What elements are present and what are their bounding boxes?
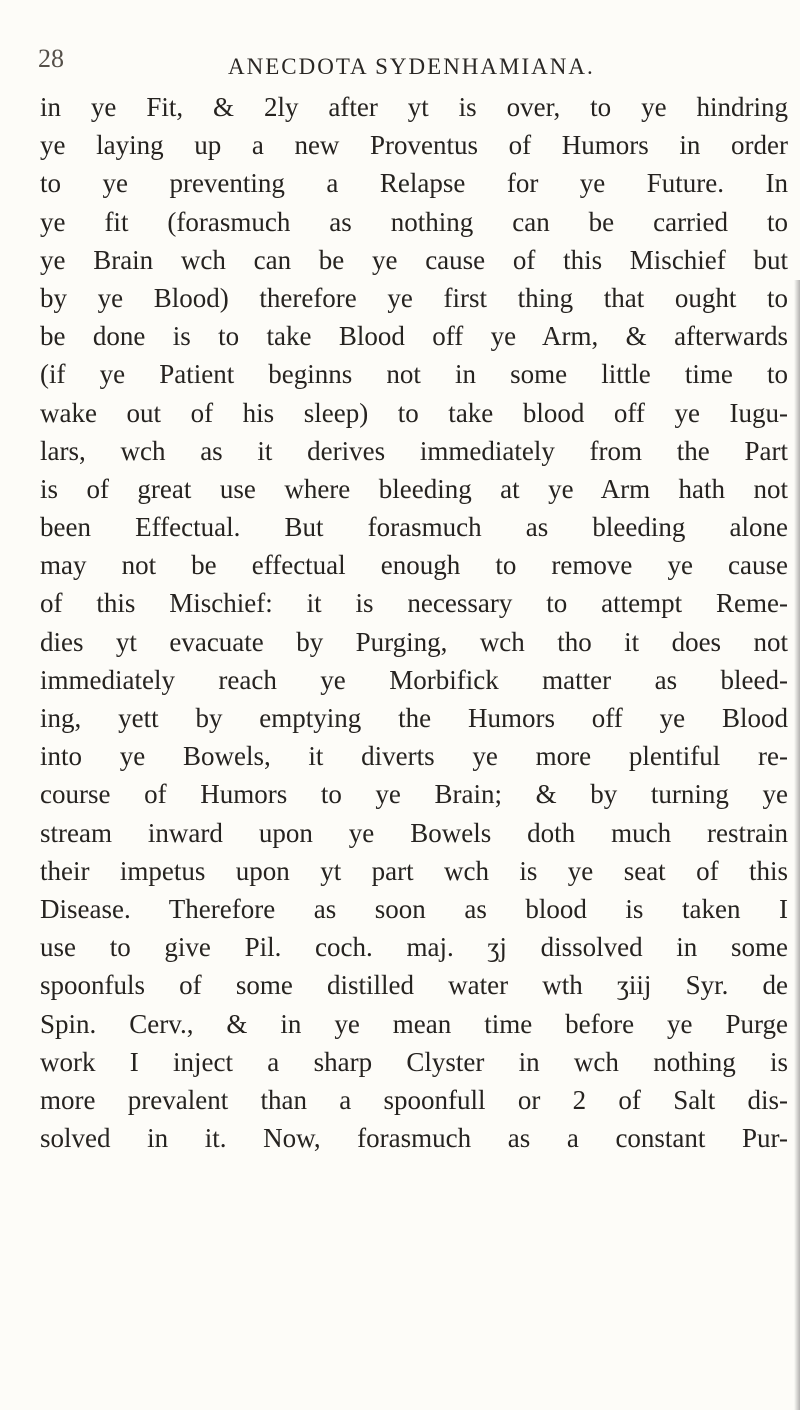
text-line: into ye Bowels, it diverts ye more plentiful re- bbox=[40, 741, 788, 772]
text-line: immediately reach ye Morbifick matter as bleed- bbox=[40, 664, 788, 695]
text-line: dies yt evacuate by Purging, wch tho it does not bbox=[40, 626, 788, 657]
text-line: ye laying up a new Proventus of Humors in order bbox=[40, 130, 788, 161]
text-line: by ye Blood) therefore ye first thing that ought to bbox=[40, 282, 788, 313]
text-line: more prevalent than a spoonfull or 2 of Salt dis- bbox=[40, 1084, 788, 1115]
text-line: use to give Pil. coch. maj. ʒj dissolved in some bbox=[40, 932, 788, 963]
body-text bbox=[40, 88, 788, 1157]
text-line: their impetus upon yt part wch is ye seat of this bbox=[40, 855, 788, 886]
text-line: of this Mischief: it is necessary to attempt Reme- bbox=[40, 588, 788, 619]
text-line: ye Brain wch can be ye cause of this Mischief but bbox=[40, 244, 788, 275]
text-line: be done is to take Blood off ye Arm, & afterwards bbox=[40, 321, 788, 352]
page-number: 28 bbox=[38, 44, 64, 73]
text-line: lars, wch as it derives immediately from the Part bbox=[40, 435, 788, 466]
text-line: solved in it. Now, forasmuch as a constant Pur- bbox=[40, 1123, 788, 1154]
text-line: ing, yett by emptying the Humors off ye Blood bbox=[40, 703, 788, 733]
text-line: may not be effectual enough to remove ye cause bbox=[40, 550, 788, 581]
text-line: been Effectual. But forasmuch as bleeding alone bbox=[40, 512, 788, 543]
text-line: (if ye Patient beginns not in some little time to bbox=[40, 359, 788, 390]
text-line: stream inward upon ye Bowels doth much restrain bbox=[40, 817, 788, 848]
text-line: wake out of his sleep) to take blood off ye Iugu- bbox=[40, 397, 788, 428]
text-line: course of Humors to ye Brain; & by turning ye bbox=[40, 779, 788, 810]
running-head: ANECDOTA SYDENHAMIANA. bbox=[228, 54, 595, 79]
text-line: spoonfuls of some distilled water wth ʒiij Syr. de bbox=[40, 970, 788, 1001]
text-line: Disease. Therefore as soon as blood is taken I bbox=[40, 893, 788, 924]
page-edge-shadow bbox=[794, 280, 800, 1410]
text-line: is of great use where bleeding at ye Arm hath not bbox=[40, 473, 788, 504]
text-line: ye fit (forasmuch as nothing can be carried to bbox=[40, 206, 788, 237]
text-line: Spin. Cerv., & in ye mean time before ye Purge bbox=[40, 1008, 788, 1039]
page-header bbox=[0, 0, 800, 90]
text-line: work I inject a sharp Clyster in wch nothing is bbox=[40, 1046, 788, 1077]
text-line: in ye Fit, & 2ly after yt is over, to ye hindring bbox=[40, 92, 788, 122]
text-line: to ye preventing a Relapse for ye Future. In bbox=[40, 168, 788, 199]
